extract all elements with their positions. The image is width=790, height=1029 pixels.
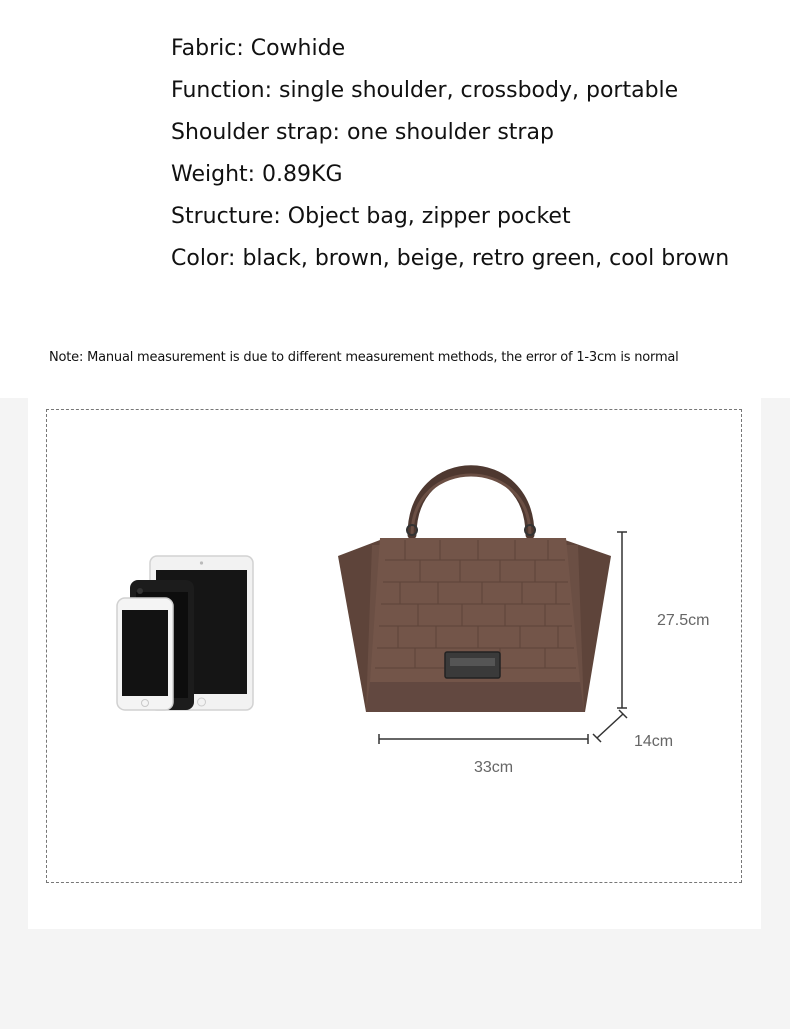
spec-function: Function: single shoulder, crossbody, portable [171,78,679,103]
depth-label: 14cm [634,733,674,750]
spec-color: Color: black, brown, beige, retro green, cool brown [171,246,730,271]
phone-white-image [117,598,173,710]
width-dimension [379,734,588,744]
spec-weight: Weight: 0.89KG [171,162,343,187]
spec-fabric: Fabric: Cowhide [171,36,346,61]
width-label: 33cm [474,759,514,776]
height-label: 27.5cm [657,612,710,629]
handbag-image [338,470,611,712]
spec-shoulder-strap: Shoulder strap: one shoulder strap [171,120,554,145]
height-dimension [617,532,627,708]
spec-structure: Structure: Object bag, zipper pocket [171,204,571,229]
measurement-note: Note: Manual measurement is due to different measurement methods, the error of 1-3cm is normal [49,350,679,365]
depth-dimension [593,710,627,742]
